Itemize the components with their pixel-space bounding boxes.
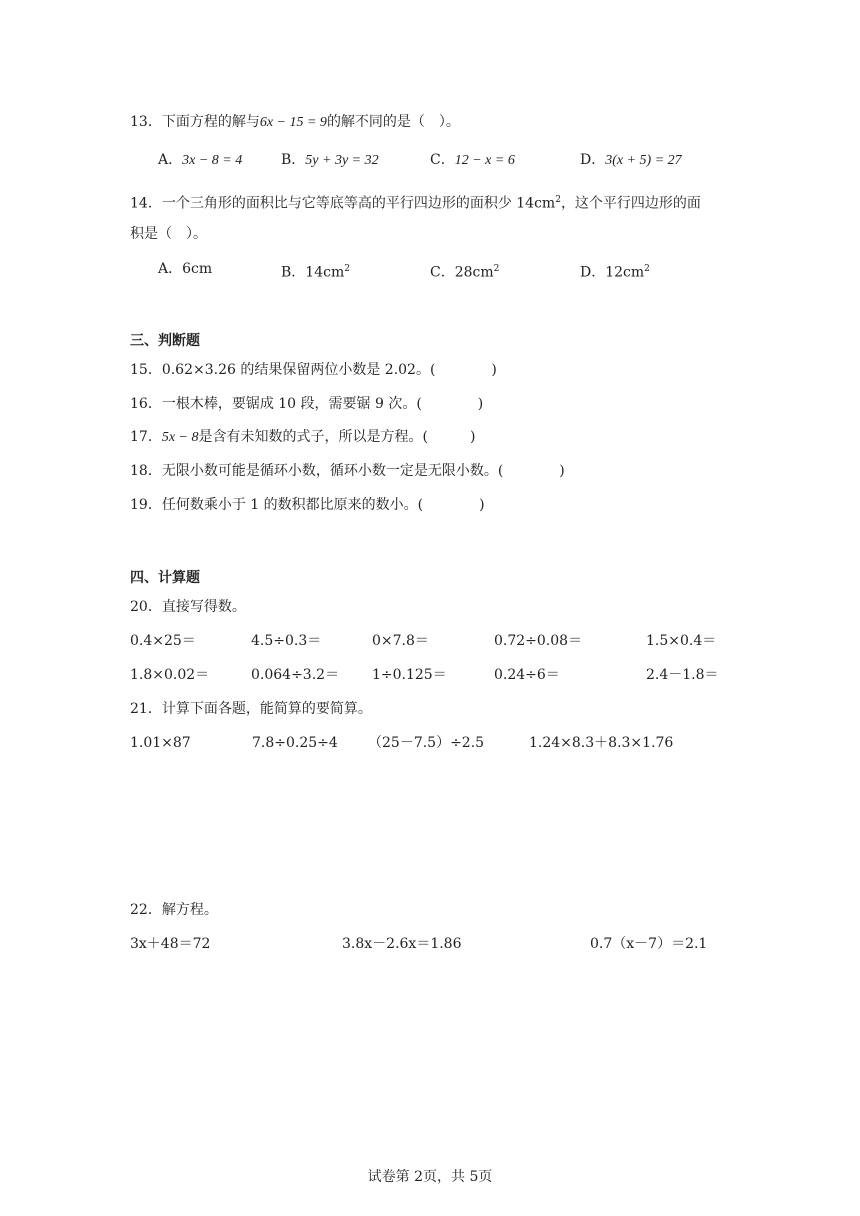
equation-item: 3.8x－2.6x＝1.86: [342, 936, 462, 952]
calc-item: 0.24÷6＝: [494, 667, 560, 683]
question-14-line1: 14．一个三角形的面积比与它等底等高的平行四边形的面积少 $14cm^2$，这个平行四边形的面: [130, 195, 701, 212]
equation-item: 3x＋48＝72: [130, 936, 211, 952]
q14-option-d: D．$12cm^2$: [580, 264, 650, 281]
calc-item: 0.4×25＝: [130, 633, 196, 649]
question-22: 22．解方程。: [130, 902, 218, 918]
calc-item: 4.5÷0.3＝: [251, 633, 322, 649]
simplify-item: 1.01×87: [130, 735, 191, 751]
equation-item: 0.7（x－7）＝2.1: [590, 936, 708, 952]
question-18: 18．无限小数可能是循环小数，循环小数一定是无限小数。( ): [130, 463, 565, 479]
equation: 6x − 15 = 9: [259, 115, 327, 130]
q14-option-a: A．6cm: [158, 261, 213, 277]
calc-item: 0×7.8＝: [372, 633, 429, 649]
simplify-item: 1.24×8.3＋8.3×1.76: [529, 735, 674, 751]
calc-item: 0.064÷3.2＝: [251, 667, 340, 683]
question-17: 17．5x − 8是含有未知数的式子，所以是方程。( ): [130, 429, 476, 445]
calc-item: 0.72÷0.08＝: [494, 633, 583, 649]
q14-option-b: B．$14cm^2$: [281, 264, 350, 281]
simplify-item: （25－7.5）÷2.5: [368, 735, 485, 751]
question-14-line2: 积是（ ）。: [130, 226, 207, 242]
page-footer: 试卷第 2页，共 5页: [367, 1169, 493, 1185]
question-15: 15．0.62×3.26 的结果保留两位小数是 2.02。( ): [130, 362, 497, 378]
question-21: 21．计算下面各题，能简算的要简算。: [130, 701, 372, 717]
q13-option-d: D．3(x + 5) = 27: [580, 152, 682, 168]
q13-option-a: A．3x − 8 = 4: [158, 152, 243, 168]
question-16: 16．一根木棒，要锯成 10 段，需要锯 9 次。( ): [130, 396, 484, 412]
calc-item: 1.8×0.02＝: [130, 667, 210, 683]
question-13-stem: 13．下面方程的解与6x − 15 = 9的解不同的是（ ）。: [130, 114, 460, 130]
q14-option-c: C．$28cm^2$: [430, 264, 500, 281]
calc-item: 1÷0.125＝: [372, 667, 447, 683]
question-19: 19．任何数乘小于 1 的数积都比原来的数小。( ): [130, 497, 485, 513]
section-4-title: 四、计算题: [130, 570, 200, 586]
section-3-title: 三、判断题: [130, 333, 200, 349]
question-20: 20．直接写得数。: [130, 599, 246, 615]
q13-option-c: C．12 − x = 6: [430, 152, 515, 168]
calc-item: 2.4－1.8＝: [646, 667, 719, 683]
calc-item: 1.5×0.4＝: [646, 633, 717, 649]
q13-option-b: B．5y + 3y = 32: [281, 152, 379, 168]
simplify-item: 7.8÷0.25÷4: [252, 735, 338, 751]
